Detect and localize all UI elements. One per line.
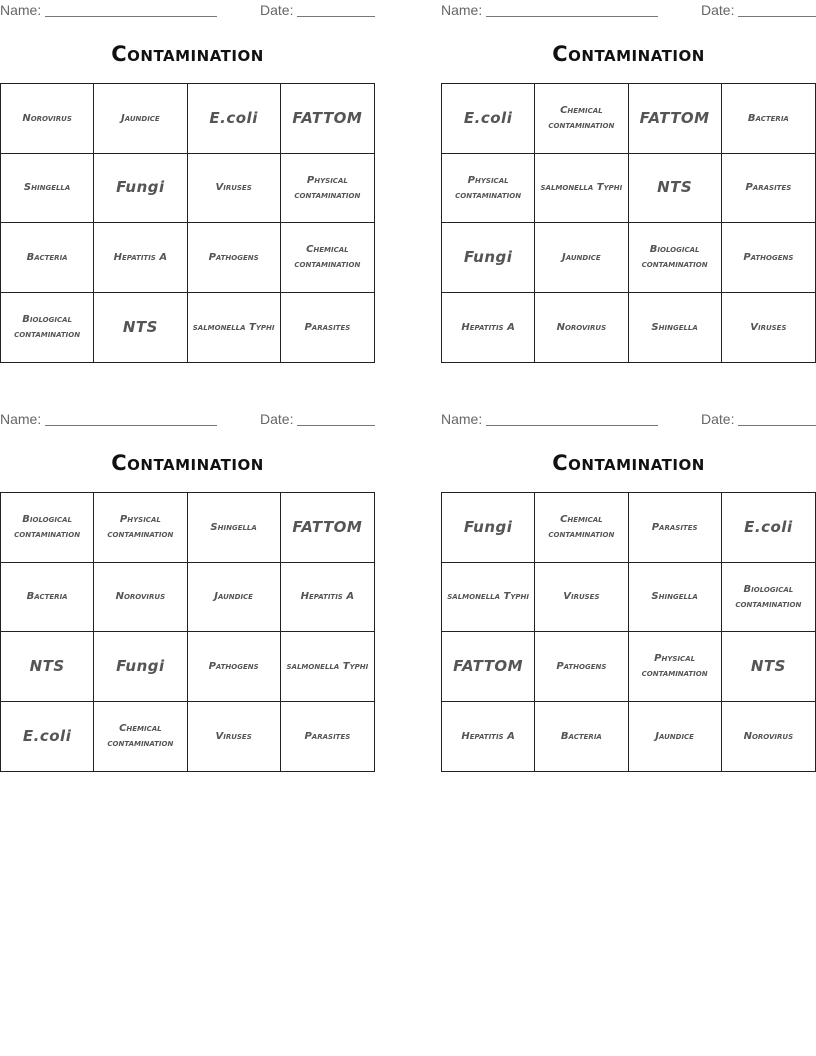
name-label: Name: xyxy=(441,411,483,427)
card-header xyxy=(0,409,375,429)
grid-cell: FATTOM xyxy=(629,84,722,154)
grid-cell: Bacteria xyxy=(1,563,94,633)
bingo-grid xyxy=(0,83,375,363)
grid-cell: Parasites xyxy=(722,154,815,224)
date-label: Date: xyxy=(701,2,735,18)
date-label: Date: xyxy=(260,411,294,427)
grid-cell: Viruses xyxy=(188,702,281,772)
grid-cell: Pathogens xyxy=(535,632,628,702)
grid-cell: E.coli xyxy=(188,84,281,154)
date-field xyxy=(738,16,816,17)
grid-cell: Viruses xyxy=(750,321,787,333)
grid-cell: Chemical contamination xyxy=(94,702,187,772)
bingo-grid xyxy=(0,492,375,772)
grid-cell: salmonella Typhi xyxy=(535,154,628,224)
grid-cell: Pathogens xyxy=(722,223,815,293)
date-field xyxy=(297,425,375,426)
grid-cell: Hepatitis A xyxy=(442,293,535,363)
grid-cell: Biological contamination xyxy=(629,223,722,293)
card-title: Contamination xyxy=(111,42,264,66)
card-title: Contamination xyxy=(552,451,705,475)
name-field xyxy=(486,16,658,17)
grid-cell: NTS xyxy=(722,632,815,702)
name-label: Name: xyxy=(0,411,42,427)
grid-cell: Biological contamination xyxy=(722,563,815,633)
grid-cell: Shingella xyxy=(188,493,281,563)
grid-cell: Bacteria xyxy=(535,702,628,772)
grid-cell: Norovirus xyxy=(94,563,187,633)
grid-cell: Shingella xyxy=(629,563,722,633)
grid-cell: Physical contamination xyxy=(629,632,722,702)
grid-cell: FATTOM xyxy=(281,493,374,563)
card-title: Contamination xyxy=(111,451,264,475)
grid-cell: E.coli xyxy=(1,702,94,772)
grid-cell: Chemical contamination xyxy=(535,493,628,563)
grid-cell: salmonella Typhi xyxy=(188,293,281,363)
grid-cell: Hepatitis A xyxy=(442,702,535,772)
grid-cell: Physical contamination xyxy=(442,154,535,224)
grid-cell: Biological contamination xyxy=(1,293,94,363)
grid-cell: Parasites xyxy=(629,493,722,563)
bingo-card-1 xyxy=(0,0,375,341)
grid-cell: Norovirus xyxy=(1,84,94,154)
date-label: Date: xyxy=(701,411,735,427)
card-header xyxy=(0,0,375,20)
name-label: Name: xyxy=(441,2,483,18)
name-label: Name: xyxy=(0,2,42,18)
bingo-card-2 xyxy=(441,0,816,333)
bingo-card-4 xyxy=(441,409,816,742)
grid-cell: Chemical contamination xyxy=(281,223,374,293)
bingo-grid xyxy=(441,83,816,363)
grid-cell: Jaundice xyxy=(94,84,187,154)
grid-cell: Fungi xyxy=(442,493,535,563)
grid-cell: Parasites xyxy=(304,730,351,742)
date-label: Date: xyxy=(260,2,294,18)
name-field xyxy=(45,425,217,426)
grid-cell: Fungi xyxy=(94,154,187,224)
grid-cell: Hepatitis A xyxy=(281,563,374,633)
grid-cell: salmonella Typhi xyxy=(281,632,374,702)
grid-cell: Jaundice xyxy=(188,563,281,633)
card-header xyxy=(441,409,816,429)
grid-cell: NTS xyxy=(629,154,722,224)
date-field xyxy=(738,425,816,426)
grid-cell: Jaundice xyxy=(535,223,628,293)
grid-cell: Viruses xyxy=(188,154,281,224)
grid-cell: salmonella Typhi xyxy=(442,563,535,633)
grid-cell: Parasites xyxy=(304,321,351,333)
grid-cell: Physical contamination xyxy=(94,493,187,563)
card-title: Contamination xyxy=(552,42,705,66)
date-field xyxy=(297,16,375,17)
grid-cell: Norovirus xyxy=(743,730,794,742)
grid-cell: Norovirus xyxy=(535,293,628,363)
grid-cell: FATTOM xyxy=(281,84,374,154)
grid-cell: Bacteria xyxy=(722,84,815,154)
grid-cell: Pathogens xyxy=(188,632,281,702)
grid-cell: Fungi xyxy=(94,632,187,702)
bingo-card-3 xyxy=(0,409,375,750)
grid-cell: Chemical contamination xyxy=(535,84,628,154)
grid-cell: Shingella xyxy=(1,154,94,224)
grid-cell: NTS xyxy=(1,632,94,702)
card-header xyxy=(441,0,816,20)
grid-cell: Pathogens xyxy=(188,223,281,293)
grid-cell: NTS xyxy=(94,293,187,363)
grid-cell: Bacteria xyxy=(1,223,94,293)
grid-cell: E.coli xyxy=(722,493,815,563)
grid-cell: Hepatitis A xyxy=(94,223,187,293)
grid-cell: Jaundice xyxy=(629,702,722,772)
grid-cell: Shingella xyxy=(629,293,722,363)
grid-cell: Fungi xyxy=(442,223,535,293)
bingo-grid xyxy=(441,492,816,772)
name-field xyxy=(486,425,658,426)
grid-cell: Physical contamination xyxy=(281,154,374,224)
grid-cell: Viruses xyxy=(535,563,628,633)
name-field xyxy=(45,16,217,17)
grid-cell: FATTOM xyxy=(442,632,535,702)
grid-cell: Biological contamination xyxy=(1,493,94,563)
grid-cell: E.coli xyxy=(442,84,535,154)
